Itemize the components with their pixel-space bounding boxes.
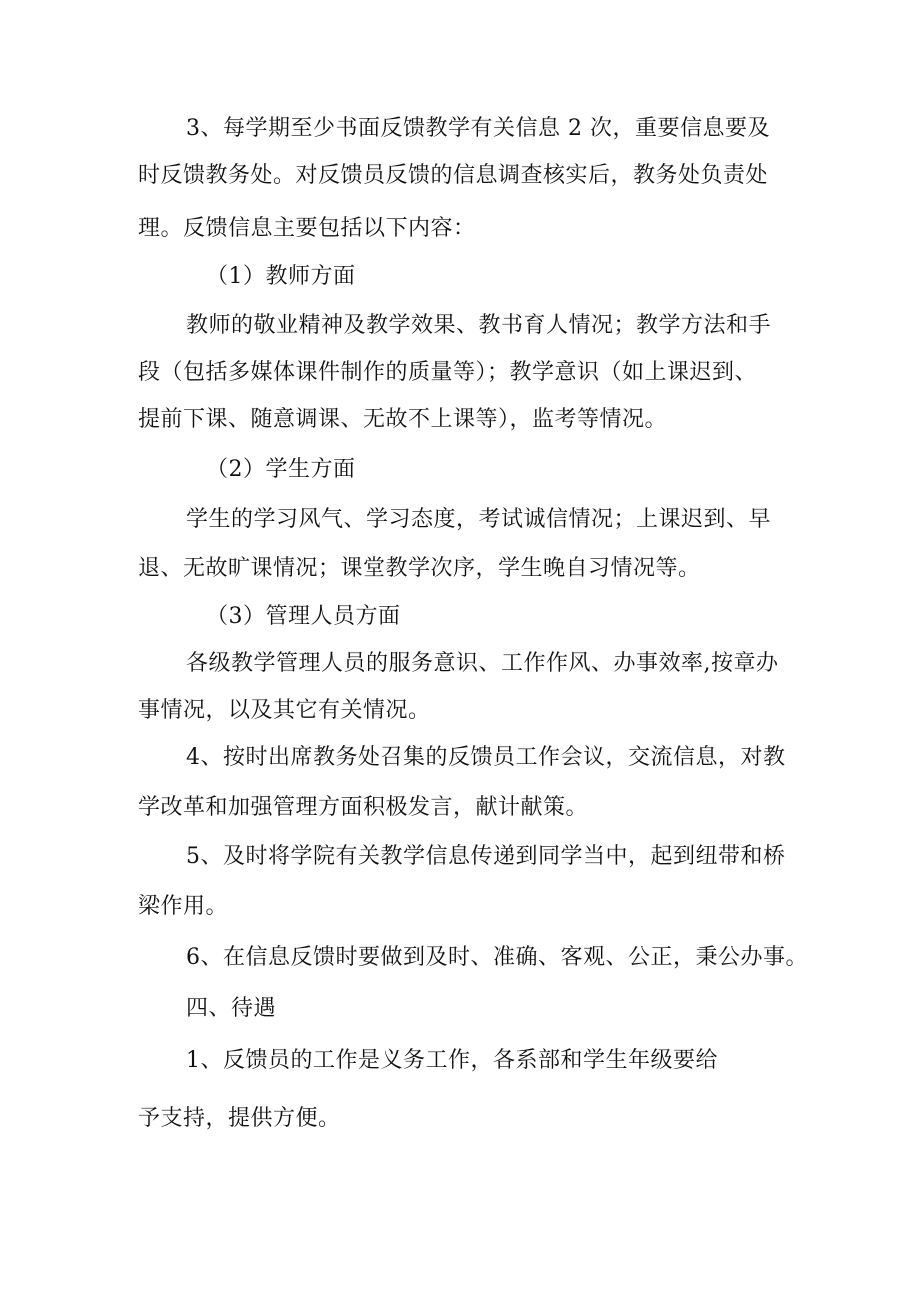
subheading-managers: （3）管理人员方面 xyxy=(206,604,401,629)
paragraph-3-line-2: 时反馈教务处。对反馈员反馈的信息调查核实后，教务处负责处 xyxy=(138,163,769,188)
paragraph-3-line-3: 理。反馈信息主要包括以下内容： xyxy=(138,216,476,241)
students-line-2: 退、无故旷课情况；课堂教学次序，学生晚自习情况等。 xyxy=(138,556,701,581)
paragraph-4-line-2: 学改革和加强管理方面积极发言，献计献策。 xyxy=(138,795,589,820)
managers-line-2: 事情况，以及其它有关情况。 xyxy=(138,698,431,723)
teachers-line-3: 提前下课、随意调课、无故不上课等），监考等情况。 xyxy=(138,407,668,432)
benefits-item-1-line-1: 1、反馈员的工作是义务工作，各系部和学生年级要给 xyxy=(186,1048,718,1073)
subheading-teachers: （1）教师方面 xyxy=(206,264,356,289)
paragraph-5-line-1: 5、及时将学院有关教学信息传递到同学当中，起到纽带和桥 xyxy=(186,844,786,869)
paragraph-5-line-2: 梁作用。 xyxy=(138,894,229,919)
teachers-line-1: 教师的敬业精神及教学效果、教书育人情况；教学方法和手 xyxy=(186,313,772,338)
section-heading-benefits: 四、待遇 xyxy=(186,996,277,1021)
managers-line-1: 各级教学管理人员的服务意识、工作作风、办事效率,按章办 xyxy=(186,651,779,676)
paragraph-3-line-1: 3、每学期至少书面反馈教学有关信息 2 次，重要信息要及 xyxy=(186,116,770,141)
students-line-1: 学生的学习风气、学习态度，考试诚信情况；上课迟到、早 xyxy=(186,507,772,532)
paragraph-6: 6、在信息反馈时要做到及时、准确、客观、公正，秉公办事。 xyxy=(186,945,808,970)
paragraph-4-line-1: 4、按时出席教务处召集的反馈员工作会议，交流信息，对教 xyxy=(186,745,786,770)
teachers-line-2: 段（包括多媒体课件制作的质量等）；教学意识（如上课迟到、 xyxy=(138,360,758,385)
subheading-students: （2）学生方面 xyxy=(206,457,356,482)
benefits-item-1-line-2: 予支持，提供方便。 xyxy=(138,1106,341,1131)
